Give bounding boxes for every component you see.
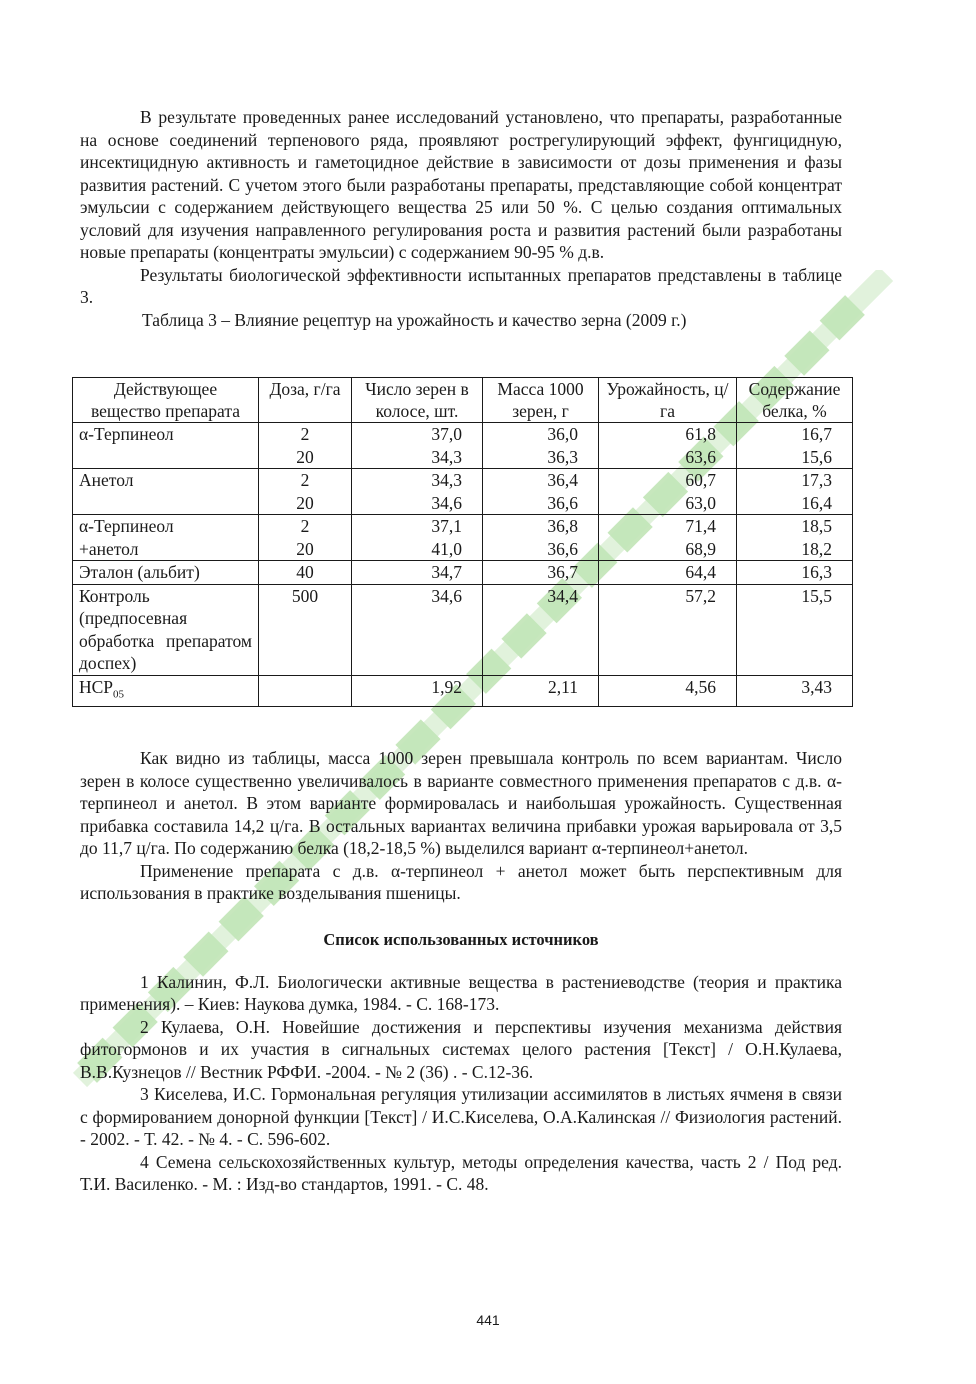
reference-item: 4 Семена сельскохозяйственных культур, методы определения качества, часть 2 / Под ред. Т.И. Василенко. - М. : Изд-во стандартов, 1991. - С. 48. [80,1151,842,1194]
table-row [73,469,853,515]
cell-dose [259,675,352,706]
cell-grains: 34,7 [352,561,483,585]
references-list [80,971,842,1196]
cell-substance: Контроль (предпосевная обработка препаратом доспех) [73,584,259,675]
header-grains: Число зерен в колосе, шт. [352,378,483,423]
header-protein: Содержание белка, % [737,378,853,423]
cell-substance: Анетол [73,469,259,515]
cell-dose: 2 20 [259,515,352,561]
cell-dose: 2 20 [259,423,352,469]
cell-grains: 34,6 [352,584,483,675]
header-yield: Урожайность, ц/га [599,378,737,423]
cell-yield: 61,8 63,6 [599,423,737,469]
cell-yield: 64,4 [599,561,737,585]
cell-substance: α-Терпинеол +анетол [73,515,259,561]
cell-grains: 1,92 [352,675,483,706]
cell-protein: 18,5 18,2 [737,515,853,561]
header-dose: Доза, г/га [259,378,352,423]
page-content [79,96,842,1194]
cell-mass: 36,4 36,6 [483,469,599,515]
results-table [72,377,853,707]
cell-yield: 71,4 68,9 [599,515,737,561]
cell-yield: 4,56 [599,675,737,706]
table-row [73,561,853,585]
table-row [73,515,853,561]
cell-mass: 36,8 36,6 [483,515,599,561]
intro-paragraph-1: В результате проведенных ранее исследований установлено, что препараты, разработанные на основе соединений терпенового ряда, проявляют рострегулирующий эффект, фунгицидную, инсектицидную активность и гаметоцидное действие в зависимости от дозы применения и фазы развития растений. С учетом этого были разработаны препараты, представляющие собой концентрат эмульсии с содержанием действующего вещества 25 или 50 %. С целью создания оптимальных условий для изучения направленного регулирования роста и развития растений были разработаны новые препараты (концентраты эмульсии) с содержанием 90-95 % д.в. [80,107,842,262]
reference-item: 3 Киселева, И.С. Гормональная регуляция утилизации ассимилятов в листьях ячменя в связи с формированием донорной функции [Текст] / И.С.Киселева, О.А.Калинская // Физиология растений. - 2002. - Т. 42. - № 4. - С. 596-602. [80,1084,842,1149]
discussion-paragraph-2: Применение препарата с д.в. α-терпинеол + анетол может быть перспективным для использования в практике возделывания пшеницы. [80,860,842,903]
cell-mass: 36,0 36,3 [483,423,599,469]
intro-paragraph-2: Результаты биологической эффективности испытанных препаратов представлены в таблице 3. [80,264,842,307]
cell-dose: 500 [259,584,352,675]
table-row-hcp [73,675,853,706]
table-caption: Таблица 3 – Влияние рецептур на урожайность и качество зерна (2009 г.) [142,309,687,330]
cell-substance: α-Терпинеол [73,423,259,469]
cell-grains: 37,0 34,3 [352,423,483,469]
reference-item: 2 Кулаева, О.Н. Новейшие достижения и перспективы изучения механизма действия фитогормонов и их участия в сигнальных системах целого растения [Текст] / О.Н.Кулаева, В.В.Кузнецов // Вестник РФФИ. -2004. - № 2 (36) . - С.12-36. [80,1016,842,1082]
cell-protein: 3,43 [737,675,853,706]
table-row [73,584,853,675]
cell-protein: 16,7 15,6 [737,423,853,469]
cell-mass: 2,11 [483,675,599,706]
cell-hcp-label: $НСР_{05}$ [73,675,259,706]
cell-mass: 36,7 [483,561,599,585]
cell-protein: 15,5 [737,584,853,675]
cell-grains: 37,1 41,0 [352,515,483,561]
cell-protein: 17,3 16,4 [737,469,853,515]
cell-yield: 57,2 [599,584,737,675]
cell-yield: 60,7 63,0 [599,469,737,515]
cell-substance: Эталон (альбит) [73,561,259,585]
table-header-row [73,378,853,423]
table-row [73,423,853,469]
cell-grains: 34,3 34,6 [352,469,483,515]
page-number: 441 [476,1312,500,1328]
discussion-paragraph-1: Как видно из таблицы, масса 1000 зерен превышала контроль по всем вариантам. Число зерен в колосе существенно увеличивалось в варианте совместного применения препаратов с д.в. α-терпинеол и анетол. В этом варианте формировалась и наибольшая урожайность. Существенная прибавка составила 14,2 ц/га. В остальных вариантах величина прибавки урожая варьировала от 3,5 до 11,7 ц/га. По содержанию белка (18,2-18,5 %) выделился вариант α-терпинеол+анетол. [80,748,842,858]
cell-mass: 34,4 [483,584,599,675]
header-mass: Масса 1000 зерен, г [483,378,599,423]
reference-item: 1 Калинин, Ф.Л. Биологически активные вещества в растениеводстве (теория и практика применения). – Киев: Наукова думка, 1984. - С. 168-173. [80,971,842,1014]
cell-dose: 2 20 [259,469,352,515]
after-table-section [80,747,842,1196]
cell-protein: 16,3 [737,561,853,585]
cell-dose: 40 [259,561,352,585]
header-substance: Действующее вещество препарата [73,378,259,423]
references-title: Список использованных источников [323,929,599,949]
